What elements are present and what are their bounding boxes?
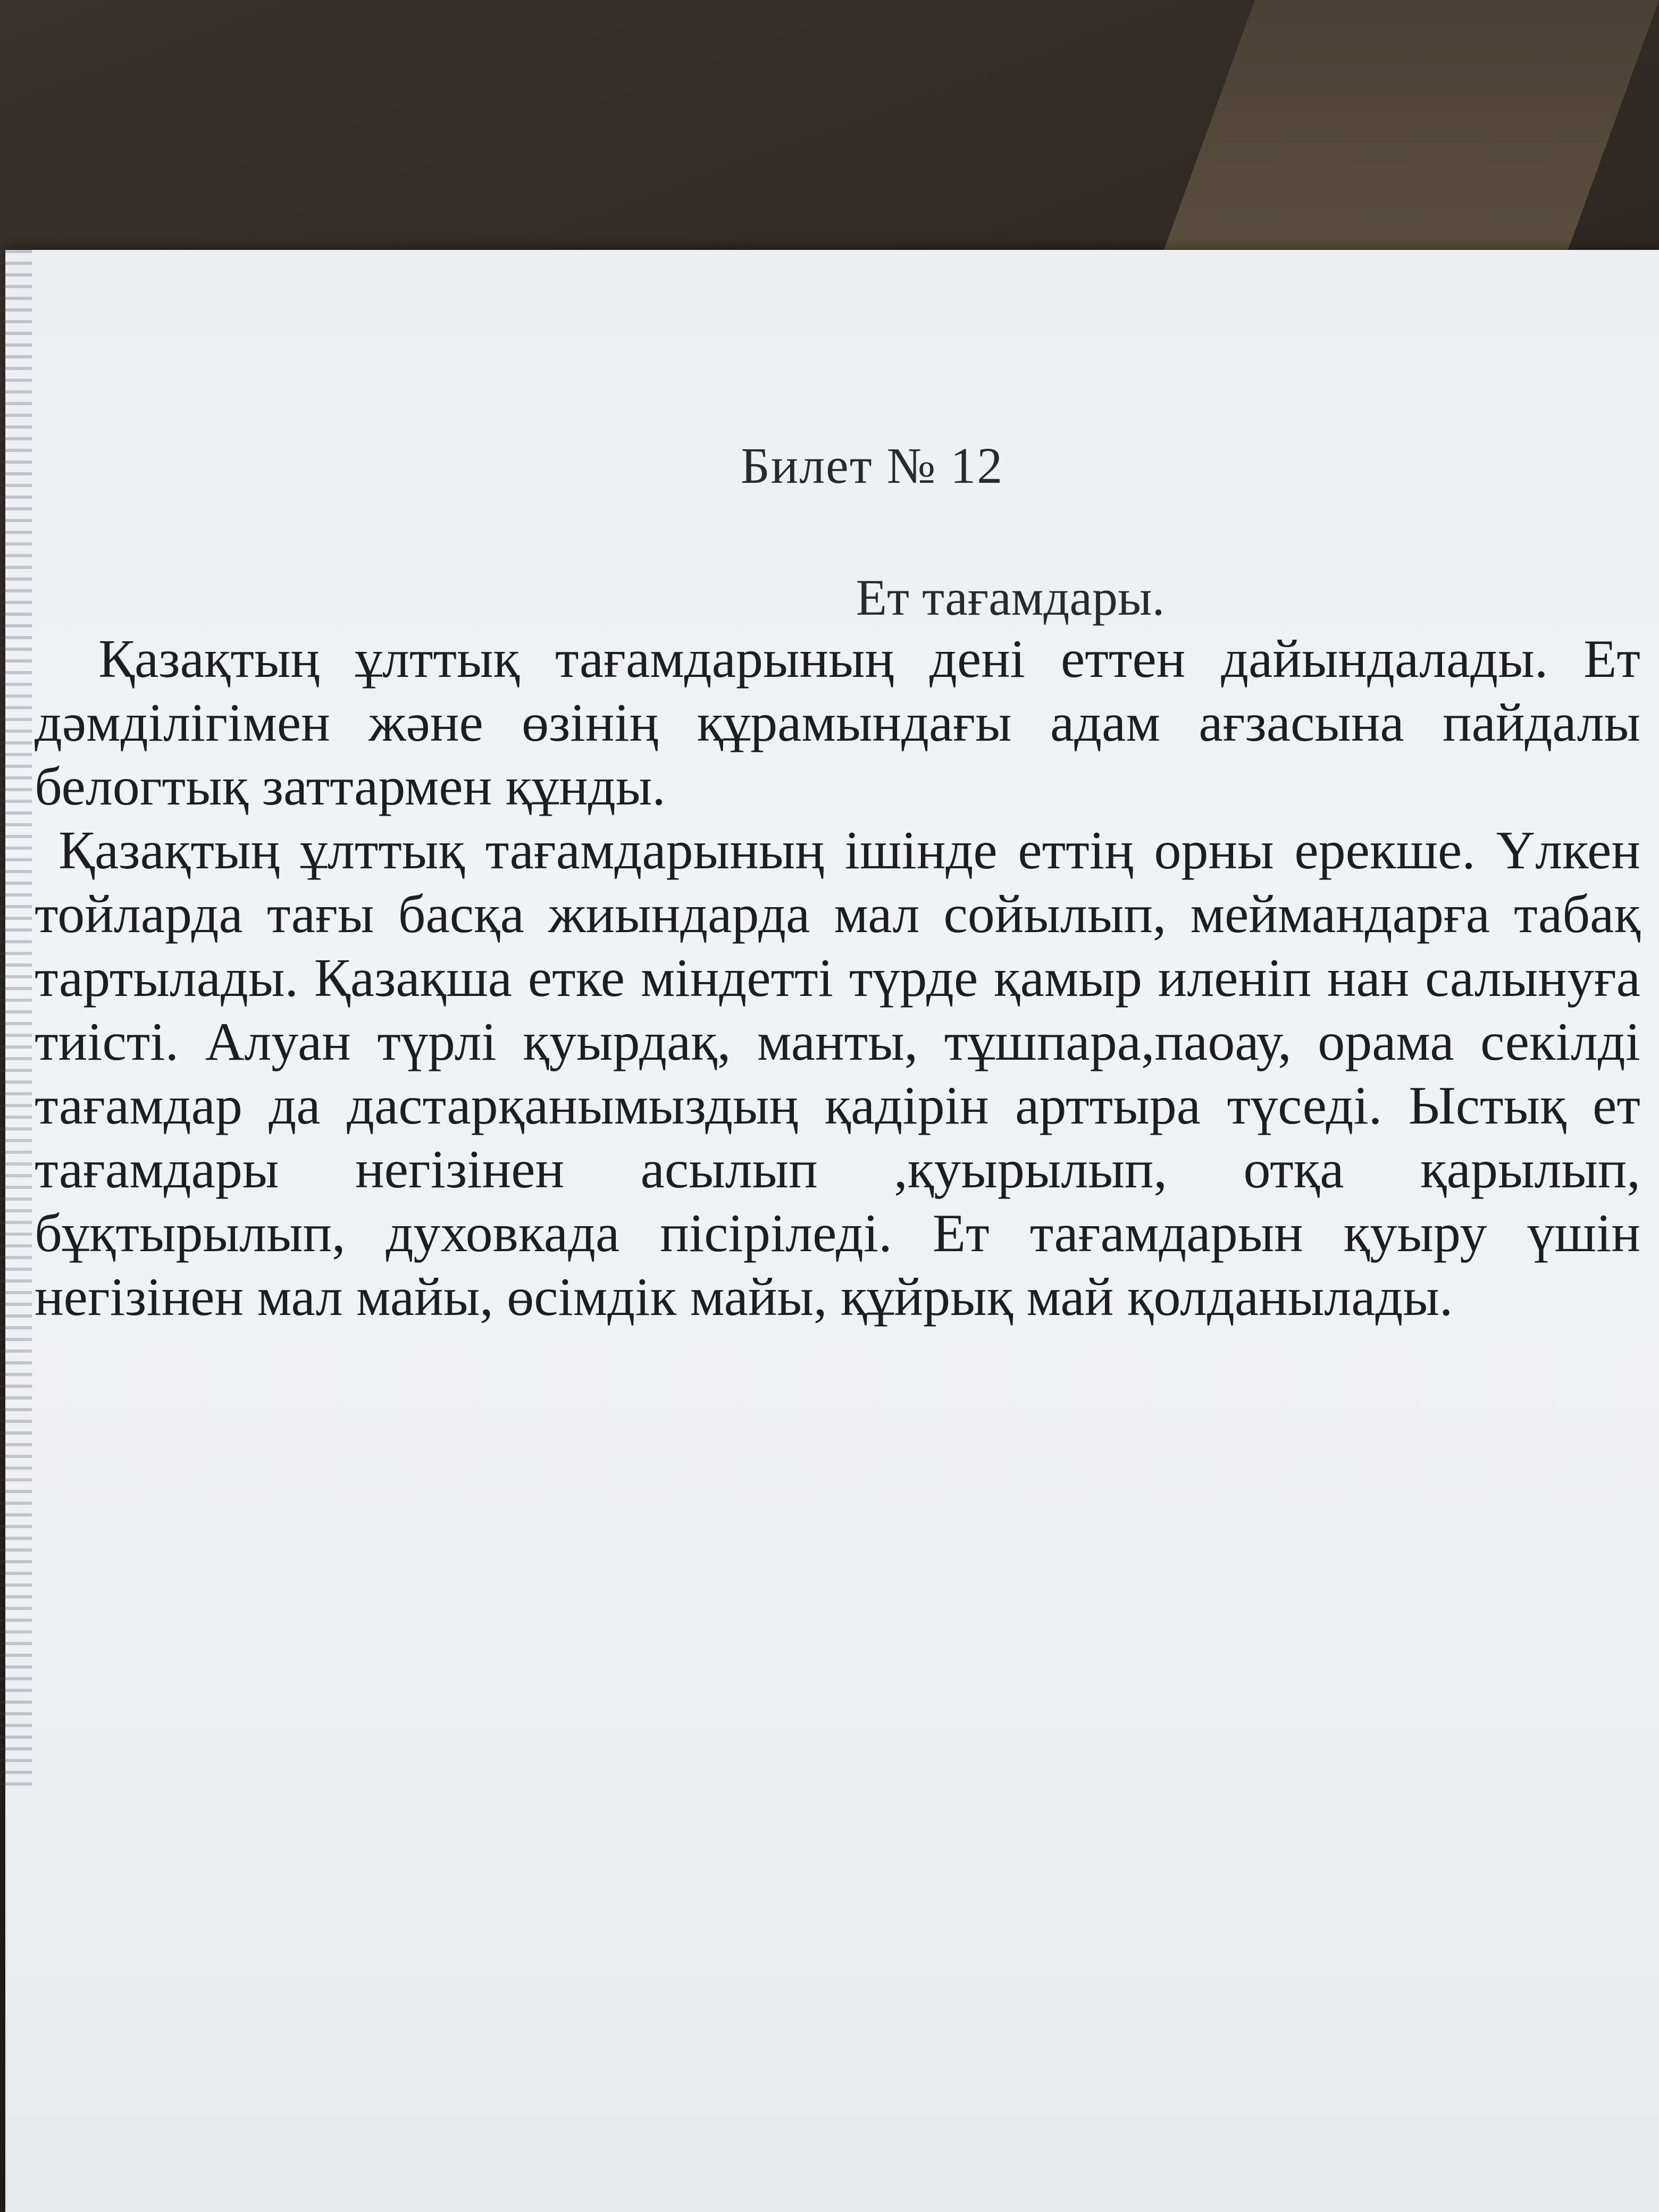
section-title: Ет тағамдары. (856, 569, 1165, 626)
paragraph-1: Қазақтың ұлттық тағамдарының дені еттен дайындалады. Ет дәмділігімен және өзінің құрамындағы адам ағзасына пайдалы белогтық заттармен құнды. (35, 629, 1640, 817)
paragraph-2: Қазақтың ұлттық тағамдарының ішінде еттің орны ерекше. Үлкен тойларда тағы басқа жиындарда мал сойылып, меймандарға табақ тартылады. Қазақша етке міндетті түрде қамыр иленіп нан салынуға тиісті. Алуан түрлі қуырдақ, манты, тұшпара,паоау, орама секілді тағамдар да дастарқанымыздың қадірін арттыра түседі. Ыстық ет тағамдары негізінен асылып ,қуырылып, отқа қарылып, бұқтырылып, духовкада пісіріледі. Ет тағамдарын қуыру үшін негізінен мал майы, өсімдік майы, құйрық май қолданылады. (35, 820, 1640, 1327)
body-text (35, 627, 1640, 1329)
ticket-title: Билет № 12 (740, 437, 1004, 494)
